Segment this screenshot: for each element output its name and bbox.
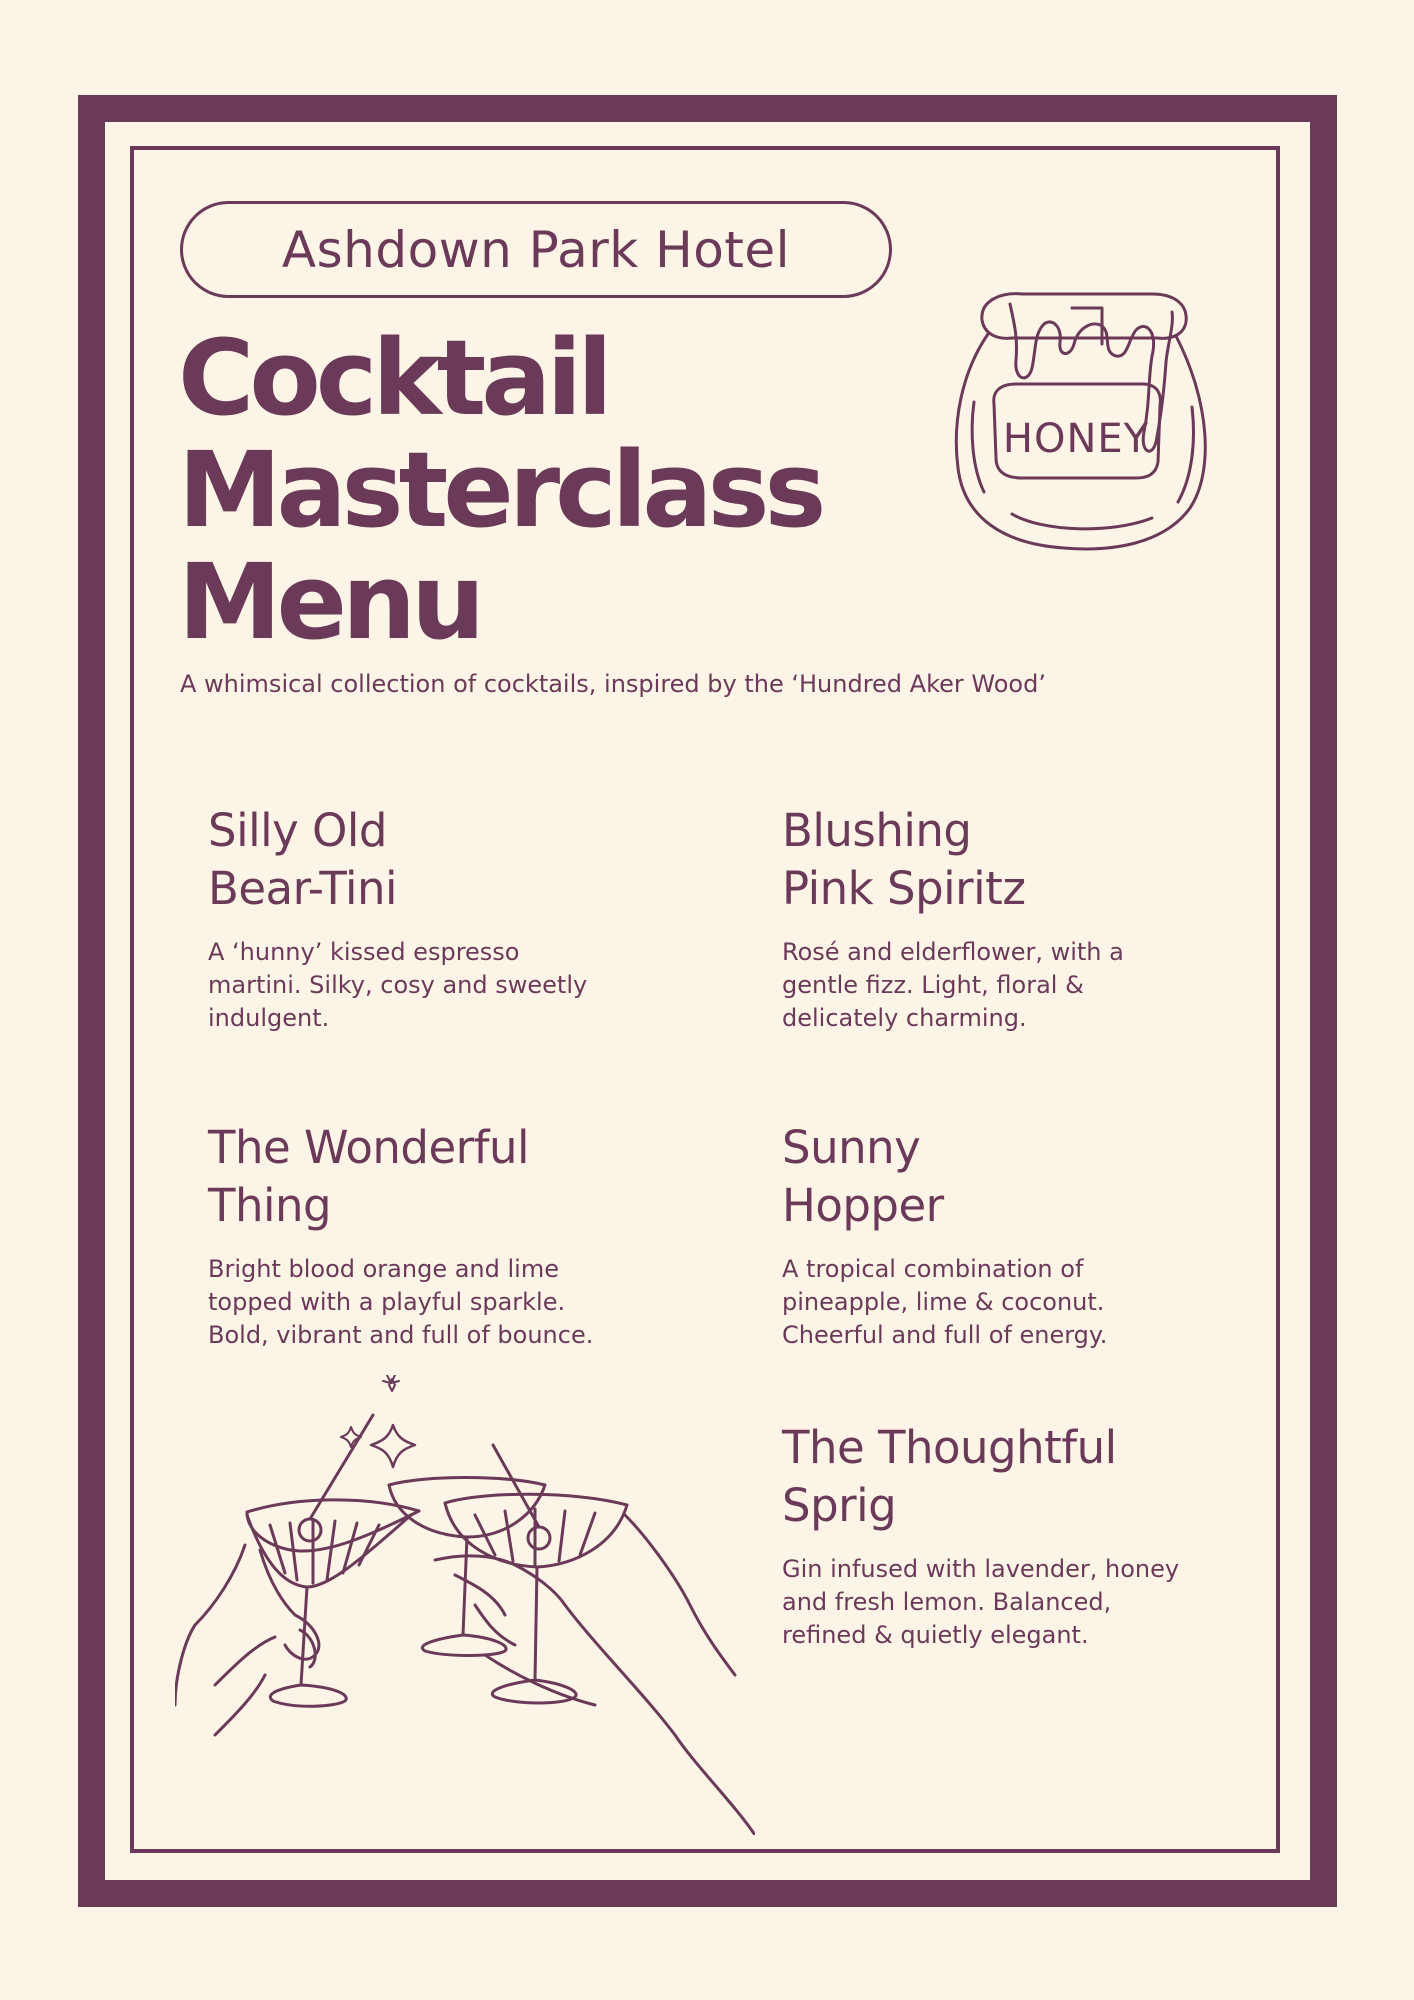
hotel-name-badge [180, 201, 892, 298]
title-line-1: Cocktail [178, 317, 608, 439]
menu-item-name: Silly Old Bear-Tini [208, 804, 397, 915]
title-line-3: Menu [178, 541, 481, 663]
menu-item [208, 1119, 688, 1352]
cheers-glasses-illustration [175, 1375, 755, 1835]
menu-item-description: A ‘hunny’ kissed espresso martini. Silky, cosy and sweetly indulgent. [208, 938, 588, 1032]
menu-item [782, 1119, 1222, 1352]
honey-jar-icon [952, 282, 1212, 554]
menu-item [782, 802, 1222, 1035]
menu-item [782, 1419, 1262, 1652]
menu-item-description: Bright blood orange and lime topped with a playful sparkle. Bold, vibrant and full of bounce. [208, 1255, 594, 1349]
menu-item-description: Rosé and elderflower, with a gentle fizz. Light, floral & delicately charming. [782, 938, 1124, 1032]
menu-item [208, 802, 648, 1035]
page-title [178, 317, 822, 663]
subtitle: A whimsical collection of cocktails, inspired by the ‘Hundred Aker Wood’ [180, 670, 1046, 698]
menu-item-description: A tropical combination of pineapple, lime & coconut. Cheerful and full of energy. [782, 1255, 1108, 1349]
menu-item-name: The Wonderful Thing [208, 1121, 530, 1232]
menu-item-name: Blushing Pink Spiritz [782, 804, 1026, 915]
menu-item-name: The Thoughtful Sprig [782, 1421, 1117, 1532]
hotel-name: Ashdown Park Hotel [281, 220, 791, 279]
title-line-2: Masterclass [178, 429, 822, 551]
menu-item-name: Sunny Hopper [782, 1121, 944, 1232]
menu-item-description: Gin infused with lavender, honey and fresh lemon. Balanced, refined & quietly elegant. [782, 1555, 1180, 1649]
honey-label: HONEY [1002, 416, 1150, 462]
